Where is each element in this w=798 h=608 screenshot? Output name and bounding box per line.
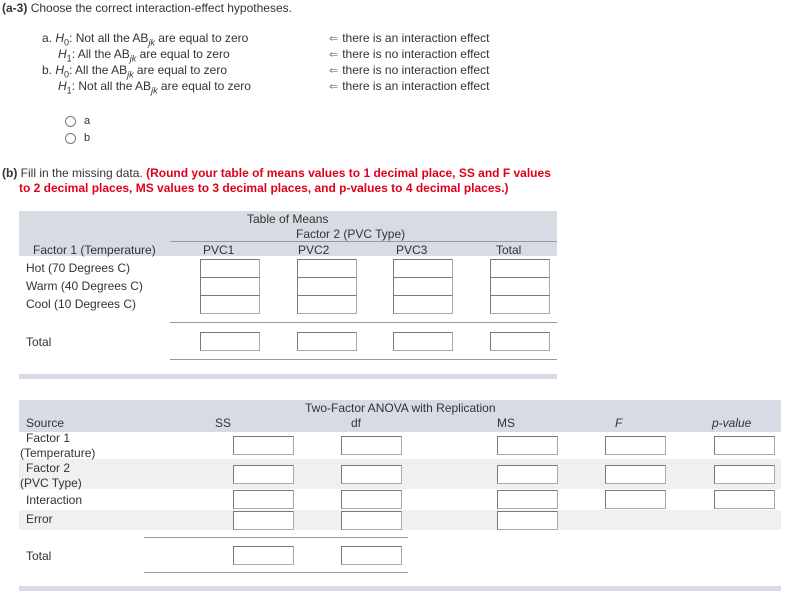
ss-error-input[interactable] bbox=[233, 511, 294, 530]
hypothesis-text-end: are equal to zero bbox=[157, 79, 251, 93]
df-error-input[interactable] bbox=[341, 511, 402, 530]
note-text: there is an interaction effect bbox=[342, 31, 490, 45]
note-text: there is no interaction effect bbox=[342, 63, 490, 77]
mean-cool-pvc2-input[interactable] bbox=[297, 295, 357, 314]
df-interaction-input[interactable] bbox=[341, 490, 402, 509]
jk-subscript: jk bbox=[127, 69, 134, 80]
df-factor2-input[interactable] bbox=[341, 465, 402, 484]
pvalue-interaction-input[interactable] bbox=[714, 490, 775, 509]
h-subscript: 0 bbox=[64, 37, 70, 48]
h-subscript: 1 bbox=[66, 85, 72, 96]
f-factor2-input[interactable] bbox=[605, 465, 666, 484]
note-text: there is an interaction effect bbox=[342, 79, 490, 93]
hypothesis-text: : All the AB bbox=[69, 63, 128, 77]
h-subscript: 1 bbox=[66, 53, 72, 64]
col-header-pvc1: PVC1 bbox=[203, 243, 235, 257]
note-text: there is no interaction effect bbox=[342, 47, 490, 61]
mean-total-total-input[interactable] bbox=[490, 332, 550, 351]
df-factor1-input[interactable] bbox=[341, 436, 402, 455]
rounding-instruction-2: to 2 decimal places, MS values to 3 decimal places, and p-values to 4 decimal places.) bbox=[19, 181, 509, 195]
hypothesis-text-end: are equal to zero bbox=[133, 63, 227, 77]
anova-total-divider bbox=[144, 537, 408, 538]
mean-cool-pvc3-input[interactable] bbox=[393, 295, 453, 314]
f-interaction-input[interactable] bbox=[605, 490, 666, 509]
mean-hot-pvc1-input[interactable] bbox=[200, 259, 260, 278]
pvalue-factor2-input[interactable] bbox=[714, 465, 775, 484]
anova-col-ms: MS bbox=[497, 416, 515, 430]
hypothesis-letter: a. bbox=[42, 31, 53, 45]
mean-hot-pvc2-input[interactable] bbox=[297, 259, 357, 278]
anova-row-factor1-line2: (Temperature) bbox=[20, 446, 96, 460]
anova-row-error: Error bbox=[26, 512, 53, 526]
mean-cool-pvc1-input[interactable] bbox=[200, 295, 260, 314]
ms-factor1-input[interactable] bbox=[497, 436, 558, 455]
mean-warm-total-input[interactable] bbox=[490, 277, 550, 296]
jk-subscript: jk bbox=[151, 85, 158, 96]
ms-error-input[interactable] bbox=[497, 511, 558, 530]
anova-title: Two-Factor ANOVA with Replication bbox=[305, 401, 496, 415]
anova-col-source: Source bbox=[26, 416, 65, 430]
header-divider bbox=[170, 241, 557, 242]
factor2-label: Factor 2 (PVC Type) bbox=[296, 227, 406, 241]
h-symbol: H bbox=[58, 79, 67, 93]
row-label-hot: Hot (70 Degrees C) bbox=[26, 261, 131, 275]
anova-row-interaction: Interaction bbox=[26, 493, 83, 507]
anova-col-ss: SS bbox=[215, 416, 232, 430]
mean-total-pvc2-input[interactable] bbox=[297, 332, 357, 351]
left-arrow-icon: ⇐ bbox=[329, 49, 339, 61]
mean-total-pvc3-input[interactable] bbox=[393, 332, 453, 351]
factor1-label: Factor 1 (Temperature) bbox=[33, 243, 156, 257]
h-subscript: 0 bbox=[64, 69, 70, 80]
means-table-title: Table of Means bbox=[247, 212, 329, 226]
option-b-label: b bbox=[84, 132, 91, 144]
h-symbol: H bbox=[55, 31, 65, 45]
left-arrow-icon: ⇐ bbox=[329, 81, 339, 93]
h-symbol: H bbox=[55, 63, 65, 77]
row-label-cool: Cool (10 Degrees C) bbox=[26, 297, 137, 311]
ss-interaction-input[interactable] bbox=[233, 490, 294, 509]
hypothesis-note-1 bbox=[329, 31, 489, 45]
df-total-input[interactable] bbox=[341, 546, 402, 565]
left-arrow-icon: ⇐ bbox=[329, 65, 339, 77]
hypothesis-text: : Not all the AB bbox=[69, 31, 149, 45]
hypothesis-note-2 bbox=[329, 47, 489, 61]
col-header-total: Total bbox=[496, 243, 522, 257]
mean-hot-pvc3-input[interactable] bbox=[393, 259, 453, 278]
anova-row-factor2-line1: Factor 2 bbox=[26, 461, 71, 475]
mean-warm-pvc3-input[interactable] bbox=[393, 277, 453, 296]
left-arrow-icon: ⇐ bbox=[329, 33, 339, 45]
jk-subscript: jk bbox=[148, 37, 155, 48]
mean-total-pvc1-input[interactable] bbox=[200, 332, 260, 351]
anova-bottom-line bbox=[144, 572, 408, 573]
h-symbol: H bbox=[58, 47, 67, 61]
means-bottom-line bbox=[170, 359, 557, 360]
f-factor1-input[interactable] bbox=[605, 436, 666, 455]
anova-row-factor1-line1: Factor 1 bbox=[26, 431, 71, 445]
anova-col-df: df bbox=[351, 416, 362, 430]
anova-col-pvalue: p-value bbox=[712, 416, 752, 430]
hypothesis-text: : All the AB bbox=[71, 47, 130, 61]
question-b-prompt: Fill in the missing data. bbox=[20, 166, 143, 180]
option-a-radio[interactable] bbox=[65, 116, 76, 127]
anova-col-f: F bbox=[615, 416, 623, 430]
hypothesis-b-h1 bbox=[58, 79, 251, 95]
ss-factor2-input[interactable] bbox=[233, 465, 294, 484]
col-header-pvc3: PVC3 bbox=[396, 243, 428, 257]
hypothesis-a-h1 bbox=[58, 47, 230, 63]
pvalue-factor1-input[interactable] bbox=[714, 436, 775, 455]
hypothesis-note-3 bbox=[329, 63, 489, 77]
mean-hot-total-input[interactable] bbox=[490, 259, 550, 278]
anova-row-factor2-line2: (PVC Type) bbox=[20, 476, 82, 490]
option-b-radio[interactable] bbox=[65, 133, 76, 144]
hypothesis-text-end: are equal to zero bbox=[136, 47, 230, 61]
anova-footer-band bbox=[19, 586, 781, 591]
option-a-label: a bbox=[84, 115, 91, 127]
mean-warm-pvc1-input[interactable] bbox=[200, 277, 260, 296]
means-table-footer-band bbox=[19, 374, 557, 379]
row-label-warm: Warm (40 Degrees C) bbox=[26, 279, 143, 293]
rounding-instruction-1: (Round your table of means values to 1 decimal place, SS and F values bbox=[146, 166, 551, 180]
row-label-total: Total bbox=[26, 335, 52, 349]
ss-total-input[interactable] bbox=[233, 546, 294, 565]
mean-warm-pvc2-input[interactable] bbox=[297, 277, 357, 296]
question-a3-label: (a-3) bbox=[2, 1, 28, 15]
hypothesis-letter: b. bbox=[42, 63, 53, 77]
hypothesis-text: : Not all the AB bbox=[71, 79, 152, 93]
ms-interaction-input[interactable] bbox=[497, 490, 558, 509]
hypothesis-b-h0 bbox=[42, 63, 227, 79]
question-b-header bbox=[2, 166, 551, 180]
question-a3-prompt: Choose the correct interaction-effect hypotheses. bbox=[30, 1, 292, 15]
hypothesis-text-end: are equal to zero bbox=[154, 31, 249, 45]
ms-factor2-input[interactable] bbox=[497, 465, 558, 484]
mean-cool-total-input[interactable] bbox=[490, 295, 550, 314]
hypothesis-note-4 bbox=[329, 79, 489, 93]
question-a3-header bbox=[2, 1, 292, 15]
col-header-pvc2: PVC2 bbox=[298, 243, 330, 257]
anova-row-total: Total bbox=[26, 549, 52, 563]
hypothesis-a-h0 bbox=[42, 31, 248, 47]
question-b-label: (b) bbox=[2, 166, 18, 180]
ss-factor1-input[interactable] bbox=[233, 436, 294, 455]
jk-subscript: jk bbox=[129, 53, 137, 64]
means-total-divider bbox=[170, 322, 557, 323]
